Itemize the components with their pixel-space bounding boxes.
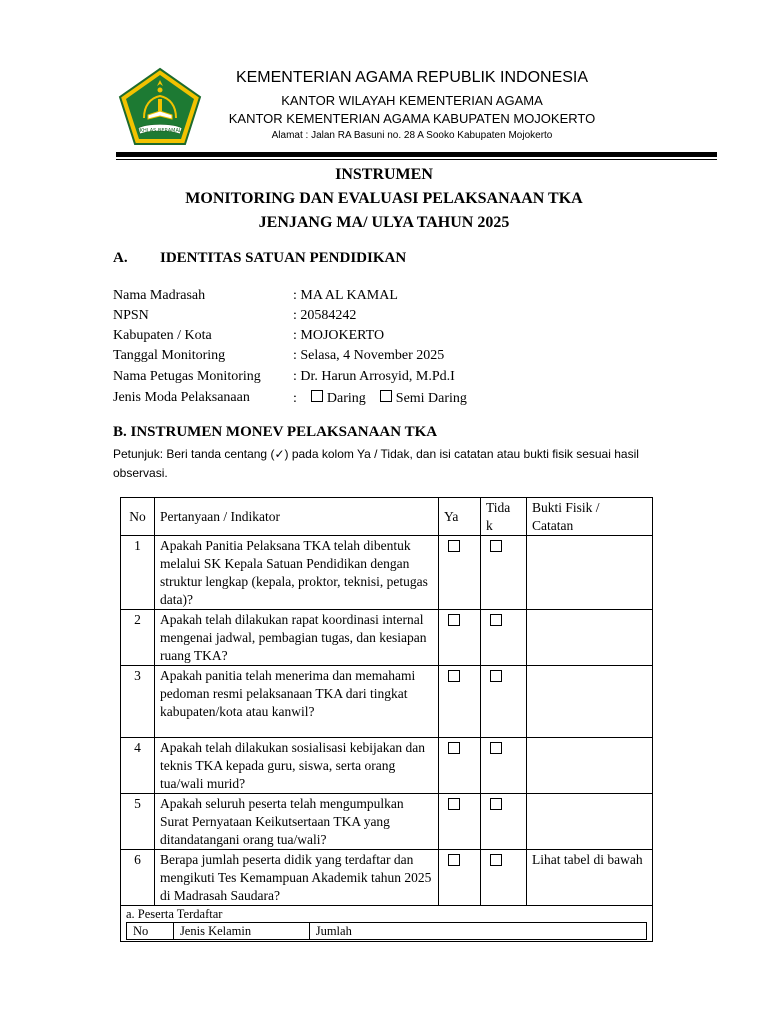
letterhead-thick-rule xyxy=(116,152,717,157)
letterhead-regional-office: KANTOR WILAYAH KEMENTERIAN AGAMA xyxy=(281,93,543,108)
identity-label: Kabupaten / Kota xyxy=(113,328,212,343)
participants-caption: a. Peserta Terdaftar xyxy=(126,907,223,921)
identity-label: Tanggal Monitoring xyxy=(113,348,226,363)
table-row xyxy=(121,794,653,850)
header-question: Pertanyaan / Indikator xyxy=(155,498,439,536)
participants-subtable-cell xyxy=(121,906,653,942)
participants-header-total: Jumlah xyxy=(309,923,646,940)
document-level-year: JENJANG MA/ ULYA TAHUN 2025 xyxy=(258,214,510,231)
tidak-checkbox[interactable] xyxy=(490,854,502,866)
row-question: Berapa jumlah peserta didik yang terdaftar dan mengikuti Tes Kemampuan Akademik tahun 2025 di Madrasah Saudara? xyxy=(155,850,439,906)
identity-value: : Selasa, 4 November 2025 xyxy=(293,348,445,363)
table-row xyxy=(121,666,653,738)
tidak-checkbox[interactable] xyxy=(490,540,502,552)
tidak-cell xyxy=(481,610,527,666)
tidak-checkbox[interactable] xyxy=(490,742,502,754)
ya-cell xyxy=(439,536,481,610)
row-number: 4 xyxy=(121,738,155,794)
evidence-cell[interactable] xyxy=(527,794,653,850)
tidak-cell xyxy=(481,536,527,610)
ya-cell xyxy=(439,610,481,666)
evidence-cell[interactable] xyxy=(527,738,653,794)
ya-checkbox[interactable] xyxy=(448,614,460,626)
identity-value xyxy=(293,390,467,407)
semi-daring-label: Semi Daring xyxy=(395,391,467,406)
document-subtitle: MONITORING DAN EVALUASI PELAKSANAAN TKA xyxy=(185,190,583,207)
tidak-checkbox[interactable] xyxy=(490,798,502,810)
identity-label: Jenis Moda Pelaksanaan xyxy=(113,390,250,405)
header-evidence: Bukti Fisik / Catatan xyxy=(527,498,653,536)
row-question: Apakah panitia telah menerima dan memahami pedoman resmi pelaksanaan TKA dari tingkat kabupaten/kota atau kanwil? xyxy=(155,666,439,738)
tidak-cell xyxy=(481,738,527,794)
ya-checkbox[interactable] xyxy=(448,742,460,754)
table-row xyxy=(121,738,653,794)
letterhead-address: Alamat : Jalan RA Basuni no. 28 A Sooko Kabupaten Mojokerto xyxy=(271,130,553,141)
ya-checkbox[interactable] xyxy=(448,540,460,552)
evidence-cell[interactable] xyxy=(527,610,653,666)
ya-checkbox[interactable] xyxy=(448,854,460,866)
identity-value: : MOJOKERTO xyxy=(293,328,385,343)
evidence-cell[interactable] xyxy=(527,536,653,610)
row-number: 6 xyxy=(121,850,155,906)
participants-table xyxy=(126,922,647,940)
participants-header-gender: Jenis Kelamin xyxy=(173,923,309,940)
row-question: Apakah seluruh peserta telah mengumpulkan Surat Pernyataan Keikutsertaan TKA yang ditandatangani orang tua/wali? xyxy=(155,794,439,850)
evidence-cell[interactable] xyxy=(527,666,653,738)
participants-header-row xyxy=(127,923,647,940)
identity-label: NPSN xyxy=(113,308,149,323)
document-title: INSTRUMEN xyxy=(335,166,433,183)
kemenag-logo-icon xyxy=(114,66,206,154)
tidak-checkbox[interactable] xyxy=(490,670,502,682)
table-header-row xyxy=(121,498,653,536)
row-number: 5 xyxy=(121,794,155,850)
ya-cell xyxy=(439,794,481,850)
instruction-text: Petunjuk: Beri tanda centang (✓) pada kolom Ya / Tidak, dan isi catatan atau bukti fisik sesuai hasil observasi. xyxy=(113,447,639,480)
daring-checkbox[interactable] xyxy=(311,390,323,402)
row-question: Apakah telah dilakukan rapat koordinasi internal mengenai jadwal, pembagian tugas, dan kesiapan ruang TKA? xyxy=(155,610,439,666)
mode-colon: : xyxy=(293,391,297,406)
tidak-cell xyxy=(481,666,527,738)
monev-table xyxy=(120,497,653,942)
semi-daring-checkbox[interactable] xyxy=(380,390,392,402)
participants-subtable-row xyxy=(121,906,653,942)
section-a-letter: A. xyxy=(113,250,128,266)
section-a-title: IDENTITAS SATUAN PENDIDIKAN xyxy=(160,250,407,266)
ya-checkbox[interactable] xyxy=(448,798,460,810)
logo-ribbon-text: IKHLAS BERAMAL xyxy=(138,128,182,134)
identity-value: : 20584242 xyxy=(293,308,357,323)
table-row xyxy=(121,850,653,906)
ya-cell xyxy=(439,666,481,738)
table-row xyxy=(121,610,653,666)
ya-cell xyxy=(439,738,481,794)
tidak-cell xyxy=(481,850,527,906)
row-number: 1 xyxy=(121,536,155,610)
daring-label: Daring xyxy=(326,391,366,406)
identity-value: : Dr. Harun Arrosyid, M.Pd.I xyxy=(293,369,455,384)
section-b-title: B. INSTRUMEN MONEV PELAKSANAAN TKA xyxy=(113,424,438,440)
identity-label: Nama Madrasah xyxy=(113,288,206,303)
header-no: No xyxy=(121,498,155,536)
letterhead-ministry: KEMENTERIAN AGAMA REPUBLIK INDONESIA xyxy=(235,69,589,86)
row-number: 2 xyxy=(121,610,155,666)
participants-header-no: No xyxy=(127,923,174,940)
tidak-checkbox[interactable] xyxy=(490,614,502,626)
identity-label: Nama Petugas Monitoring xyxy=(113,369,261,384)
header-tidak: Tida k xyxy=(481,498,527,536)
ya-checkbox[interactable] xyxy=(448,670,460,682)
identity-value: : MA AL KAMAL xyxy=(293,288,398,303)
header-ya: Ya xyxy=(439,498,481,536)
evidence-cell[interactable]: Lihat tabel di bawah xyxy=(527,850,653,906)
tidak-cell xyxy=(481,794,527,850)
ya-cell xyxy=(439,850,481,906)
row-question: Apakah Panitia Pelaksana TKA telah dibentuk melalui SK Kepala Satuan Pendidikan dengan struktur lengkap (kepala, proktor, teknisi, petugas data)? xyxy=(155,536,439,610)
table-row xyxy=(121,536,653,610)
letterhead-thin-rule xyxy=(116,159,717,160)
row-number: 3 xyxy=(121,666,155,738)
letterhead-district-office: KANTOR KEMENTERIAN AGAMA KABUPATEN MOJOKERTO xyxy=(228,111,596,126)
row-question: Apakah telah dilakukan sosialisasi kebijakan dan teknis TKA kepada guru, siswa, serta orang tua/wali murid? xyxy=(155,738,439,794)
